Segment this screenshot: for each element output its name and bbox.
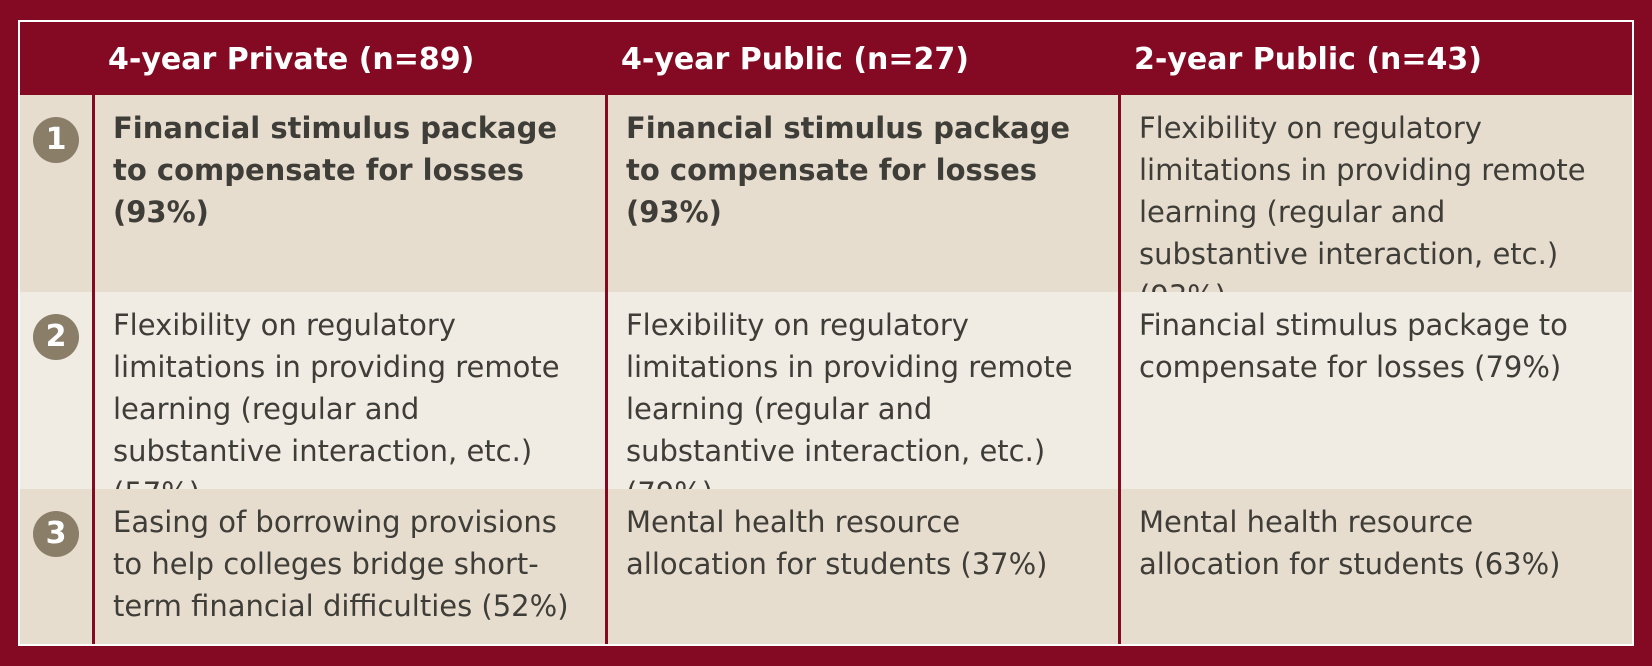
- rank-cell-3: [20, 489, 92, 644]
- table-cell: Financial stimulus package to compensate for losses (93%): [605, 95, 1118, 292]
- table-cell: Financial stimulus package to compensate for losses (93%): [92, 95, 605, 292]
- rank-badge: 3: [33, 511, 79, 557]
- ranking-table: [20, 22, 1632, 644]
- rank-column-header: [20, 22, 92, 95]
- table-cell: Flexibility on regulatory limitations in providing remote learning (regular and substantive interaction, etc.): [92, 292, 605, 489]
- column-header-2yr-public: 2-year Public (n=43): [1118, 22, 1632, 95]
- table-cell: Flexibility on regulatory limitations in providing remote learning (regular and substantive interaction, etc.): [1118, 95, 1632, 292]
- rank-badge: 1: [33, 117, 79, 163]
- table-cell: Flexibility on regulatory limitations in providing remote learning (regular and substantive interaction, etc.): [605, 292, 1118, 489]
- table-cell: Mental health resource allocation for students (37%): [605, 489, 1118, 644]
- table-cell: Financial stimulus package to compensate for losses (79%): [1118, 292, 1632, 489]
- column-header-4yr-private: 4-year Private (n=89): [92, 22, 605, 95]
- ranking-table-frame: [18, 20, 1634, 646]
- table-cell: Mental health resource allocation for students (63%): [1118, 489, 1632, 644]
- rank-cell-1: [20, 95, 92, 292]
- rank-cell-2: [20, 292, 92, 489]
- rank-badge: 2: [33, 314, 79, 360]
- column-header-4yr-public: 4-year Public (n=27): [605, 22, 1118, 95]
- table-cell: Easing of borrowing provisions to help colleges bridge short-term financial difficulties (52%): [92, 489, 605, 644]
